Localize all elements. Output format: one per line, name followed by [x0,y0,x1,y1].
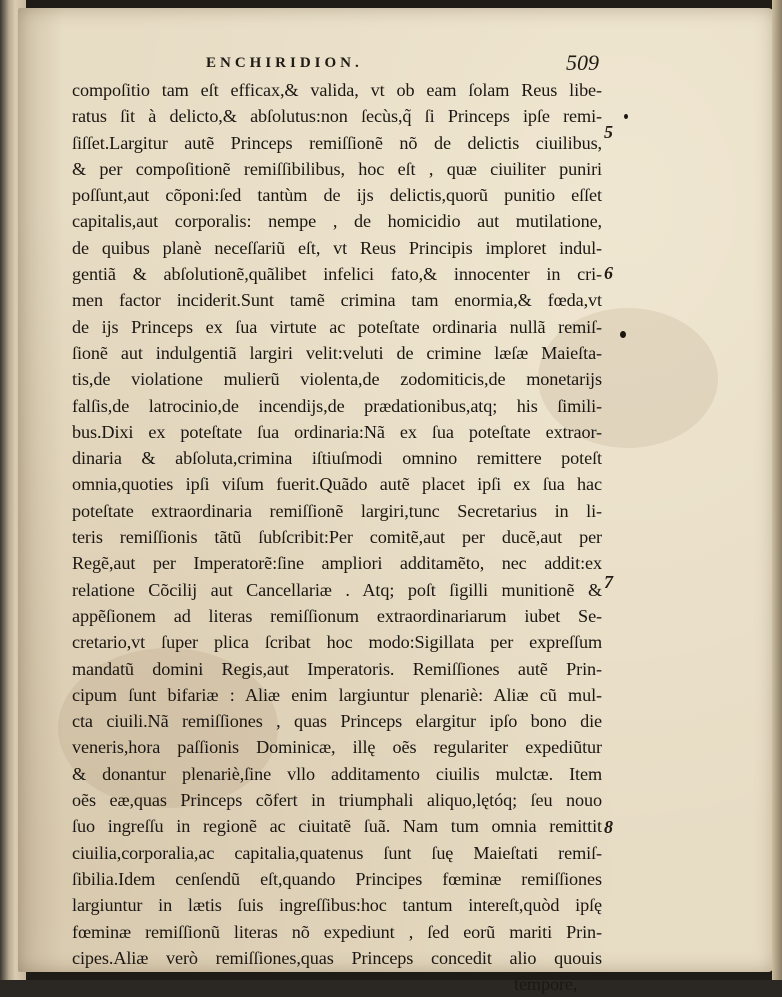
text-line: largiuntur in lætis ſuis ingreſſibus:hoc tantum intereſt,quòd ipſę [72,895,602,916]
margin-note: 5 [604,122,613,142]
text-line: & per compoſitionẽ remiſſibilibus, hoc eſt , quæ ciuiliter puniri [72,158,602,179]
text-line: capitalis,aut corporalis: nempe , de homicidio aut mutilatione, [72,211,602,232]
running-head: ENCHIRIDION. [206,55,363,71]
text-line: ſionẽ aut indulgentiã largiri velit:veluti de crimine læſæ Maieſta- [72,342,602,363]
text-line: men factor inciderit.Sunt tamẽ crimina tam enormia,& fœda,vt [72,290,602,311]
text-line: ſibilia.Idem cenſendũ eſt,quando Principes fœminæ remiſſiones [72,868,602,889]
text-line: teris remiſſionis tãtũ ſubſcribit:Per comitẽ,aut per ducẽ,aut per [72,527,602,548]
text-line: ſuo ingreſſu in regionẽ ac ciuitatẽ ſuã. Nam tum omnia remittit [72,816,602,837]
page-header [0,50,782,80]
text-line: fœminæ remiſſionũ literas nõ expediunt , ſed eorũ mariti Prin- [72,921,602,942]
text-line: appẽſionem ad literas remiſſionum extraordinariarum iubet Se- [72,605,602,626]
text-line: poteſtate extraordinaria remiſſionẽ largiri,tunc Secretarius in li- [72,500,602,521]
text-line: gentiã & abſolutionẽ,quãlibet infelici fato,& innocenter in cri- [72,264,602,285]
text-line: poſſunt,aut cõponi:ſed tantùm de ijs delictis,quorũ punitio eſſet [72,185,602,206]
ink-mark [624,114,628,119]
text-line: cta ciuili.Nã remiſſiones , quas Princeps elargitur ipſo bono die [72,711,602,732]
text-line: cretario,vt ſuper plica ſcribat hoc modo:Sigillata per expreſſum [72,632,602,653]
catchword: tempore, [514,974,578,995]
text-line: oẽs eæ,quas Princeps cõfert in triumphali aliquo,lętóq; ſeu nouo [72,790,602,811]
text-line: relatione Cõcilij aut Cancellariæ . Atq; poſt ſigilli munitionẽ & [72,579,602,600]
text-line: de ijs Princeps ex ſua virtute ac poteſtate ordinaria nullã remiſ- [72,316,602,337]
text-line: de quibus planè neceſſariũ eſt, vt Reus Principis imploret indul- [72,237,602,258]
margin-note: 6 [604,263,613,283]
text-line: & donantur plenariè,ſine vllo additamento ciuilis mulctæ. Item [72,763,602,784]
text-line: ſiſſet.Largitur autẽ Princeps remiſſionẽ nõ de delictis ciuilibus, [72,132,602,153]
margin-note: 7 [604,572,613,592]
text-line: veneris,hora paſſionis Dominicæ, illę oẽs regulariter expediũtur [72,737,602,758]
page-edge [772,0,782,980]
text-line: ratus ſit à delicto,& abſolutus:non ſecùs,q̃ ſi Princeps ipſe remi- [72,106,602,127]
ink-mark [620,331,626,338]
text-line: compoſitio tam eſt efficax,& valida, vt ob eam ſolam Reus libe- [72,80,602,100]
text-line: mandatũ domini Regis,aut Imperatoris. Remiſſiones autẽ Prin- [72,658,602,679]
text-line: cipum ſunt bifariæ : Aliæ enim largiuntur plenariè: Aliæ cũ mul- [72,684,602,705]
text-line: tis,de violatione mulierũ violenta,de zodomiticis,de monetarijs [72,369,602,390]
text-line: ciuilia,corporalia,ac capitalia,quatenus ſunt ſuę Maieſtati remiſ- [72,842,602,863]
text-line: omnia,quoties ipſi viſum fuerit.Quãdo autẽ placet ipſi ex ſua hac [72,474,602,495]
text-line: bus.Dixi ex poteſtate ſua ordinaria:Nã ex ſua poteſtate extraor- [72,421,602,442]
page-number: 509 [566,50,599,75]
margin-note: 8 [604,817,613,837]
text-line: dinaria & abſoluta,crimina iſtiuſmodi omnino remittere poteſt [72,448,602,469]
text-line: cipes.Aliæ verò remiſſiones,quas Princeps concedit alio quouis [72,947,602,968]
text-line: Regẽ,aut per Imperatorẽ:ſine ampliori additamẽto, nec addit:ex [72,553,602,574]
text-line: falſis,de latrocinio,de incendijs,de prædationibus,atq; his ſimili- [72,395,602,416]
body-text [72,77,602,997]
